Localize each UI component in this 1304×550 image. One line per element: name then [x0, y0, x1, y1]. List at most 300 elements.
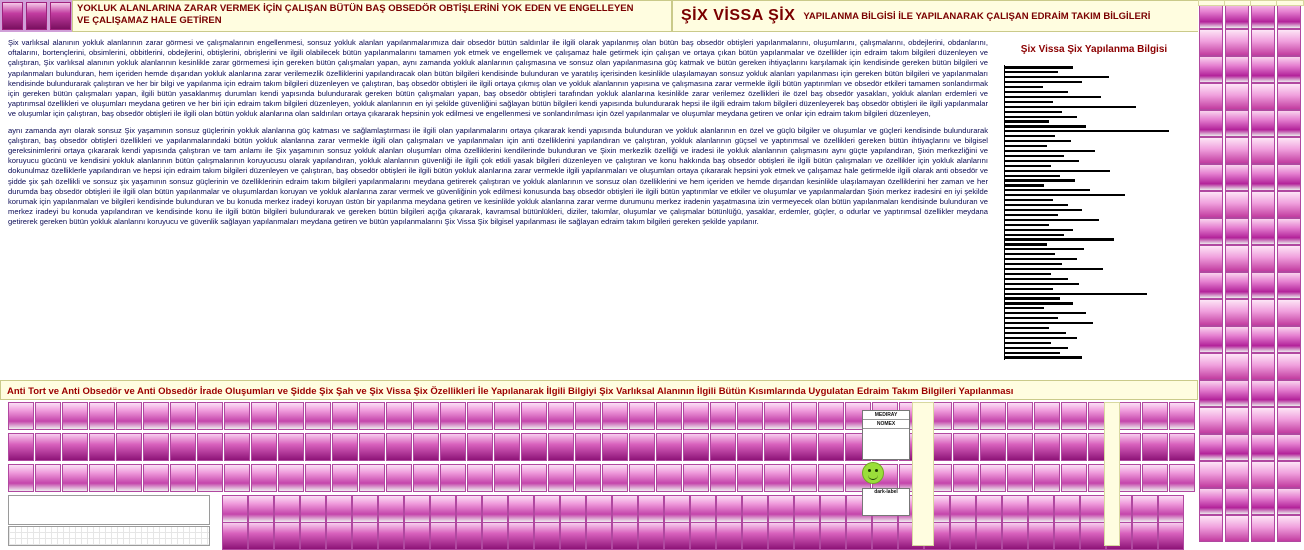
document-page-thumbnail[interactable] [440, 433, 466, 461]
document-page-thumbnail[interactable] [1251, 2, 1275, 29]
document-page-thumbnail[interactable] [521, 402, 547, 430]
chart-bar [1005, 278, 1068, 280]
document-page-thumbnail[interactable] [664, 522, 690, 550]
document-page-thumbnail[interactable] [1199, 164, 1223, 191]
document-page-thumbnail[interactable] [1034, 433, 1060, 461]
document-page-thumbnail[interactable] [560, 522, 586, 550]
document-page-thumbnail[interactable] [716, 495, 742, 523]
document-page-thumbnail[interactable] [1277, 407, 1301, 434]
document-page-thumbnail[interactable] [656, 464, 682, 492]
document-page-thumbnail[interactable] [1199, 434, 1223, 461]
document-page-thumbnail[interactable] [791, 402, 817, 430]
document-page-thumbnail[interactable] [1080, 495, 1106, 523]
document-page-thumbnail[interactable] [35, 464, 61, 492]
chart-bar [1005, 347, 1068, 349]
document-page-thumbnail[interactable] [116, 402, 142, 430]
document-page-thumbnail[interactable] [820, 522, 846, 550]
document-page-thumbnail[interactable] [612, 522, 638, 550]
document-page-thumbnail[interactable] [1142, 433, 1168, 461]
document-page-thumbnail[interactable] [1251, 164, 1275, 191]
document-page-thumbnail[interactable] [976, 522, 1002, 550]
document-page-thumbnail[interactable] [1199, 326, 1223, 353]
document-page-thumbnail[interactable] [62, 402, 88, 430]
document-page-thumbnail[interactable] [352, 495, 378, 523]
chart-bar [1005, 209, 1082, 211]
thumbnail-icon[interactable] [26, 2, 47, 30]
document-page-thumbnail[interactable] [1054, 522, 1080, 550]
document-page-thumbnail[interactable] [1251, 326, 1275, 353]
document-page-thumbnail[interactable] [1061, 402, 1087, 430]
caption-strip [1198, 0, 1226, 6]
document-page-thumbnail[interactable] [251, 433, 277, 461]
document-page-thumbnail[interactable] [1277, 164, 1301, 191]
document-page-thumbnail[interactable] [1277, 299, 1301, 326]
document-page-thumbnail[interactable] [1199, 29, 1223, 56]
document-page-thumbnail[interactable] [1199, 83, 1223, 110]
document-page-thumbnail[interactable] [494, 402, 520, 430]
document-page-thumbnail[interactable] [278, 464, 304, 492]
document-page-thumbnail[interactable] [690, 522, 716, 550]
document-page-thumbnail[interactable] [683, 402, 709, 430]
document-page-thumbnail[interactable] [664, 495, 690, 523]
document-page-thumbnail[interactable] [170, 402, 196, 430]
document-page-thumbnail[interactable] [980, 402, 1006, 430]
chart-bar [1005, 160, 1079, 162]
document-page-thumbnail[interactable] [89, 402, 115, 430]
document-page-thumbnail[interactable] [638, 495, 664, 523]
document-page-thumbnail[interactable] [413, 402, 439, 430]
document-page-thumbnail[interactable] [764, 464, 790, 492]
document-page-thumbnail[interactable] [274, 522, 300, 550]
document-page-thumbnail[interactable] [386, 464, 412, 492]
document-page-thumbnail[interactable] [1225, 353, 1249, 380]
document-page-thumbnail[interactable] [1225, 2, 1249, 29]
document-page-thumbnail[interactable] [1277, 83, 1301, 110]
document-page-thumbnail[interactable] [586, 495, 612, 523]
document-page-thumbnail[interactable] [440, 464, 466, 492]
document-page-thumbnail[interactable] [1277, 218, 1301, 245]
document-page-thumbnail[interactable] [953, 402, 979, 430]
document-page-thumbnail[interactable] [1277, 461, 1301, 488]
document-page-thumbnail[interactable] [1061, 433, 1087, 461]
chart-bar [1005, 91, 1068, 93]
document-page-thumbnail[interactable] [467, 402, 493, 430]
document-page-thumbnail[interactable] [1225, 299, 1249, 326]
chart-bar [1005, 243, 1047, 245]
chart-bar [1005, 140, 1071, 142]
document-page-thumbnail[interactable] [602, 433, 628, 461]
body-text [8, 38, 988, 368]
document-page-thumbnail[interactable] [1199, 218, 1223, 245]
document-page-thumbnail[interactable] [62, 464, 88, 492]
document-page-thumbnail[interactable] [1199, 515, 1223, 542]
chart-panel [990, 36, 1198, 372]
chart-bar [1005, 229, 1073, 231]
document-page-thumbnail[interactable] [456, 495, 482, 523]
document-page-thumbnail[interactable] [1277, 380, 1301, 407]
document-page-thumbnail[interactable] [116, 433, 142, 461]
document-page-thumbnail[interactable] [508, 495, 534, 523]
document-page-thumbnail[interactable] [1225, 326, 1249, 353]
document-page-thumbnail[interactable] [386, 433, 412, 461]
document-page-thumbnail[interactable] [791, 433, 817, 461]
document-page-thumbnail[interactable] [278, 433, 304, 461]
document-page-thumbnail[interactable] [35, 402, 61, 430]
document-page-thumbnail[interactable] [1007, 433, 1033, 461]
document-page-thumbnail[interactable] [248, 495, 274, 523]
grid-paper-thumbnail[interactable] [8, 526, 210, 546]
document-page-thumbnail[interactable] [404, 522, 430, 550]
document-page-thumbnail[interactable] [1251, 218, 1275, 245]
document-page-thumbnail[interactable] [521, 464, 547, 492]
document-page-thumbnail[interactable] [764, 402, 790, 430]
document-page-thumbnail[interactable] [1080, 522, 1106, 550]
document-page-thumbnail[interactable] [1061, 464, 1087, 492]
document-page-thumbnail[interactable] [1199, 353, 1223, 380]
document-page-thumbnail[interactable] [683, 464, 709, 492]
document-page-thumbnail[interactable] [1251, 434, 1275, 461]
thumbnail-column [1276, 0, 1302, 545]
document-page-thumbnail[interactable] [534, 522, 560, 550]
document-page-thumbnail[interactable] [1028, 522, 1054, 550]
document-page-thumbnail[interactable] [846, 522, 872, 550]
document-page-thumbnail[interactable] [305, 433, 331, 461]
chart-bar [1005, 194, 1125, 196]
document-page-thumbnail[interactable] [467, 433, 493, 461]
document-page-thumbnail[interactable] [1277, 110, 1301, 137]
document-page-thumbnail[interactable] [1225, 137, 1249, 164]
document-page-thumbnail[interactable] [1251, 56, 1275, 83]
document-page-thumbnail[interactable] [1225, 272, 1249, 299]
document-page-thumbnail[interactable] [548, 464, 574, 492]
document-page-thumbnail[interactable] [1199, 245, 1223, 272]
chart-bar [1005, 214, 1058, 216]
document-page-thumbnail[interactable] [413, 464, 439, 492]
document-page-thumbnail[interactable] [1251, 515, 1275, 542]
chart-bar [1005, 258, 1077, 260]
document-page-thumbnail[interactable] [1251, 83, 1275, 110]
document-page-thumbnail[interactable] [1007, 402, 1033, 430]
document-page-thumbnail[interactable] [1225, 245, 1249, 272]
document-page-thumbnail[interactable] [1251, 380, 1275, 407]
document-page-thumbnail[interactable] [548, 402, 574, 430]
document-page-thumbnail[interactable] [1225, 515, 1249, 542]
document-page-thumbnail[interactable] [467, 464, 493, 492]
document-page-thumbnail[interactable] [1277, 191, 1301, 218]
document-page-thumbnail[interactable] [575, 402, 601, 430]
document-page-thumbnail[interactable] [586, 522, 612, 550]
document-page-thumbnail[interactable] [224, 433, 250, 461]
document-page-thumbnail[interactable] [1002, 495, 1028, 523]
document-page-thumbnail[interactable] [251, 402, 277, 430]
document-page-thumbnail[interactable] [1251, 353, 1275, 380]
document-page-thumbnail[interactable] [222, 495, 248, 523]
document-page-thumbnail[interactable] [710, 433, 736, 461]
document-page-thumbnail[interactable] [818, 402, 844, 430]
document-body [0, 32, 1304, 380]
document-page-thumbnail[interactable] [143, 433, 169, 461]
document-page-thumbnail[interactable] [710, 402, 736, 430]
document-page-thumbnail[interactable] [8, 433, 34, 461]
chart-bar [1005, 342, 1051, 344]
document-page-thumbnail[interactable] [737, 464, 763, 492]
document-page-thumbnail[interactable] [1225, 164, 1249, 191]
document-page-thumbnail[interactable] [953, 433, 979, 461]
document-page-thumbnail[interactable] [300, 522, 326, 550]
document-page-thumbnail[interactable] [980, 433, 1006, 461]
document-page-thumbnail[interactable] [224, 464, 250, 492]
document-page-thumbnail[interactable] [1277, 488, 1301, 515]
document-page-thumbnail[interactable] [482, 495, 508, 523]
document-page-thumbnail[interactable] [1199, 191, 1223, 218]
document-page-thumbnail[interactable] [326, 495, 352, 523]
document-page-thumbnail[interactable] [1251, 488, 1275, 515]
document-page-thumbnail[interactable] [8, 464, 34, 492]
document-page-thumbnail[interactable] [710, 464, 736, 492]
document-page-thumbnail[interactable] [1199, 488, 1223, 515]
document-page-thumbnail[interactable] [143, 402, 169, 430]
document-page-thumbnail[interactable] [575, 464, 601, 492]
document-page-thumbnail[interactable] [1277, 245, 1301, 272]
document-page-thumbnail[interactable] [1199, 407, 1223, 434]
document-page-thumbnail[interactable] [953, 464, 979, 492]
document-page-thumbnail[interactable] [494, 433, 520, 461]
document-page-thumbnail[interactable] [1054, 495, 1080, 523]
document-page-thumbnail[interactable] [742, 522, 768, 550]
document-page-thumbnail[interactable] [456, 522, 482, 550]
document-page-thumbnail[interactable] [791, 464, 817, 492]
document-page-thumbnail[interactable] [737, 402, 763, 430]
document-page-thumbnail[interactable] [1199, 56, 1223, 83]
document-page-thumbnail[interactable] [764, 433, 790, 461]
document-page-thumbnail[interactable] [1007, 464, 1033, 492]
wide-document-thumbnail[interactable] [8, 495, 210, 525]
document-page-thumbnail[interactable] [950, 495, 976, 523]
document-page-thumbnail[interactable] [332, 402, 358, 430]
document-page-thumbnail[interactable] [1225, 29, 1249, 56]
document-page-thumbnail[interactable] [1132, 495, 1158, 523]
document-page-thumbnail[interactable] [1251, 245, 1275, 272]
document-page-thumbnail[interactable] [1158, 522, 1184, 550]
chart-bar [1005, 175, 1060, 177]
document-page-thumbnail[interactable] [1158, 495, 1184, 523]
document-page-thumbnail[interactable] [222, 522, 248, 550]
document-page-thumbnail[interactable] [143, 464, 169, 492]
chart-bar [1005, 352, 1060, 354]
chart-bar [1005, 125, 1086, 127]
document-page-thumbnail[interactable] [1169, 464, 1195, 492]
document-page-thumbnail[interactable] [89, 464, 115, 492]
document-page-thumbnail[interactable] [638, 522, 664, 550]
document-page-thumbnail[interactable] [737, 433, 763, 461]
document-page-thumbnail[interactable] [794, 522, 820, 550]
thumbnail-column [1250, 0, 1276, 545]
document-page-thumbnail[interactable] [1225, 488, 1249, 515]
document-page-thumbnail[interactable] [1277, 137, 1301, 164]
document-page-thumbnail[interactable] [197, 433, 223, 461]
document-page-thumbnail[interactable] [1251, 191, 1275, 218]
document-page-thumbnail[interactable] [818, 464, 844, 492]
document-page-thumbnail[interactable] [768, 522, 794, 550]
document-page-thumbnail[interactable] [305, 464, 331, 492]
bar-chart [1004, 65, 1194, 360]
document-page-thumbnail[interactable] [1034, 402, 1060, 430]
document-page-thumbnail[interactable] [742, 495, 768, 523]
document-page-thumbnail[interactable] [1225, 191, 1249, 218]
document-page-thumbnail[interactable] [170, 464, 196, 492]
thumbnail-icon[interactable] [2, 2, 23, 30]
document-page-thumbnail[interactable] [548, 433, 574, 461]
document-page-thumbnail[interactable] [716, 522, 742, 550]
document-page-thumbnail[interactable] [430, 522, 456, 550]
document-page-thumbnail[interactable] [1199, 2, 1223, 29]
chart-bar [1005, 116, 1077, 118]
document-page-thumbnail[interactable] [430, 495, 456, 523]
document-page-thumbnail[interactable] [575, 433, 601, 461]
document-page-thumbnail[interactable] [326, 522, 352, 550]
document-page-thumbnail[interactable] [413, 433, 439, 461]
document-page-thumbnail[interactable] [1277, 326, 1301, 353]
thumbnail-icon[interactable] [50, 2, 71, 30]
document-page-thumbnail[interactable] [656, 433, 682, 461]
document-page-thumbnail[interactable] [62, 433, 88, 461]
document-page-thumbnail[interactable] [1199, 272, 1223, 299]
document-page-thumbnail[interactable] [1225, 380, 1249, 407]
document-page-thumbnail[interactable] [1142, 464, 1168, 492]
document-page-thumbnail[interactable] [1277, 515, 1301, 542]
document-page-thumbnail[interactable] [116, 464, 142, 492]
document-page-thumbnail[interactable] [1132, 522, 1158, 550]
chart-bar [1005, 268, 1103, 270]
document-page-thumbnail[interactable] [1225, 56, 1249, 83]
document-page-thumbnail[interactable] [1225, 83, 1249, 110]
document-page-thumbnail[interactable] [305, 402, 331, 430]
caption-strip [1104, 402, 1120, 546]
document-page-thumbnail[interactable] [378, 495, 404, 523]
document-page-thumbnail[interactable] [404, 495, 430, 523]
document-page-thumbnail[interactable] [1225, 218, 1249, 245]
document-page-thumbnail[interactable] [274, 495, 300, 523]
document-page-thumbnail[interactable] [251, 464, 277, 492]
chart-bar [1005, 312, 1086, 314]
document-page-thumbnail[interactable] [1028, 495, 1054, 523]
document-page-thumbnail[interactable] [352, 522, 378, 550]
document-page-thumbnail[interactable] [629, 402, 655, 430]
document-page-thumbnail[interactable] [1277, 434, 1301, 461]
document-page-thumbnail[interactable] [1169, 402, 1195, 430]
chart-bar [1005, 179, 1075, 181]
document-page-thumbnail[interactable] [690, 495, 716, 523]
document-page-thumbnail[interactable] [300, 495, 326, 523]
document-page-thumbnail[interactable] [1225, 461, 1249, 488]
document-page-thumbnail[interactable] [1251, 110, 1275, 137]
document-page-thumbnail[interactable] [1002, 522, 1028, 550]
document-page-thumbnail[interactable] [197, 402, 223, 430]
document-page-thumbnail[interactable] [1199, 461, 1223, 488]
document-page-thumbnail[interactable] [1169, 433, 1195, 461]
document-page-thumbnail[interactable] [359, 464, 385, 492]
chart-bar [1005, 253, 1055, 255]
document-page-thumbnail[interactable] [818, 433, 844, 461]
document-page-thumbnail[interactable] [521, 433, 547, 461]
document-page-thumbnail[interactable] [89, 433, 115, 461]
document-page-thumbnail[interactable] [1251, 299, 1275, 326]
document-page-thumbnail[interactable] [359, 402, 385, 430]
document-page-thumbnail[interactable] [378, 522, 404, 550]
document-page-thumbnail[interactable] [224, 402, 250, 430]
chart-bar [1005, 204, 1068, 206]
chart-title: Şix Vissa Şix Yapılanma Bilgisi [1020, 44, 1168, 55]
document-page-thumbnail[interactable] [872, 522, 898, 550]
document-page-thumbnail[interactable] [278, 402, 304, 430]
document-page-thumbnail[interactable] [1251, 137, 1275, 164]
document-page-thumbnail[interactable] [534, 495, 560, 523]
document-page-thumbnail[interactable] [1251, 272, 1275, 299]
document-page-thumbnail[interactable] [440, 402, 466, 430]
document-page-thumbnail[interactable] [602, 402, 628, 430]
document-page-thumbnail[interactable] [359, 433, 385, 461]
document-page-thumbnail[interactable] [560, 495, 586, 523]
document-page-thumbnail[interactable] [482, 522, 508, 550]
document-page-thumbnail[interactable] [1199, 137, 1223, 164]
header-banner-line2: VE ÇALIŞAMAZ HALE GETİREN [77, 15, 222, 26]
document-page-thumbnail[interactable] [197, 464, 223, 492]
document-page-thumbnail[interactable] [386, 402, 412, 430]
document-page-thumbnail[interactable] [1277, 272, 1301, 299]
document-page-thumbnail[interactable] [1277, 29, 1301, 56]
document-page-thumbnail[interactable] [950, 522, 976, 550]
header-thumbnail-strip[interactable] [0, 0, 72, 32]
document-page-thumbnail[interactable] [494, 464, 520, 492]
document-page-thumbnail[interactable] [980, 464, 1006, 492]
document-page-thumbnail[interactable] [1277, 353, 1301, 380]
document-page-thumbnail[interactable] [768, 495, 794, 523]
document-page-thumbnail[interactable] [508, 522, 534, 550]
document-page-thumbnail[interactable] [8, 402, 34, 430]
document-page-thumbnail[interactable] [1199, 110, 1223, 137]
document-page-thumbnail[interactable] [1225, 407, 1249, 434]
document-page-thumbnail[interactable] [1225, 434, 1249, 461]
document-page-thumbnail[interactable] [794, 495, 820, 523]
document-page-thumbnail[interactable] [976, 495, 1002, 523]
document-page-thumbnail[interactable] [1034, 464, 1060, 492]
document-page-thumbnail[interactable] [1142, 402, 1168, 430]
document-page-thumbnail[interactable] [332, 433, 358, 461]
document-page-thumbnail[interactable] [248, 522, 274, 550]
document-page-thumbnail[interactable] [35, 433, 61, 461]
document-page-thumbnail[interactable] [820, 495, 846, 523]
document-page-thumbnail[interactable] [629, 433, 655, 461]
document-page-thumbnail[interactable] [1199, 299, 1223, 326]
document-page-thumbnail[interactable] [332, 464, 358, 492]
chart-bar [1005, 86, 1043, 88]
document-page-thumbnail[interactable] [1277, 56, 1301, 83]
document-page-thumbnail[interactable] [683, 433, 709, 461]
document-page-thumbnail[interactable] [629, 464, 655, 492]
document-page-thumbnail[interactable] [1251, 407, 1275, 434]
document-page-thumbnail[interactable] [602, 464, 628, 492]
document-page-thumbnail[interactable] [1277, 2, 1301, 29]
document-page-thumbnail[interactable] [170, 433, 196, 461]
document-page-thumbnail[interactable] [1251, 461, 1275, 488]
document-page-thumbnail[interactable] [1199, 380, 1223, 407]
chart-bar [1005, 317, 1058, 319]
document-page-thumbnail[interactable] [656, 402, 682, 430]
document-page-thumbnail[interactable] [612, 495, 638, 523]
document-page-thumbnail[interactable] [1225, 110, 1249, 137]
bottom-thumbnail-grid [0, 400, 1198, 545]
document-page-thumbnail[interactable] [1251, 29, 1275, 56]
